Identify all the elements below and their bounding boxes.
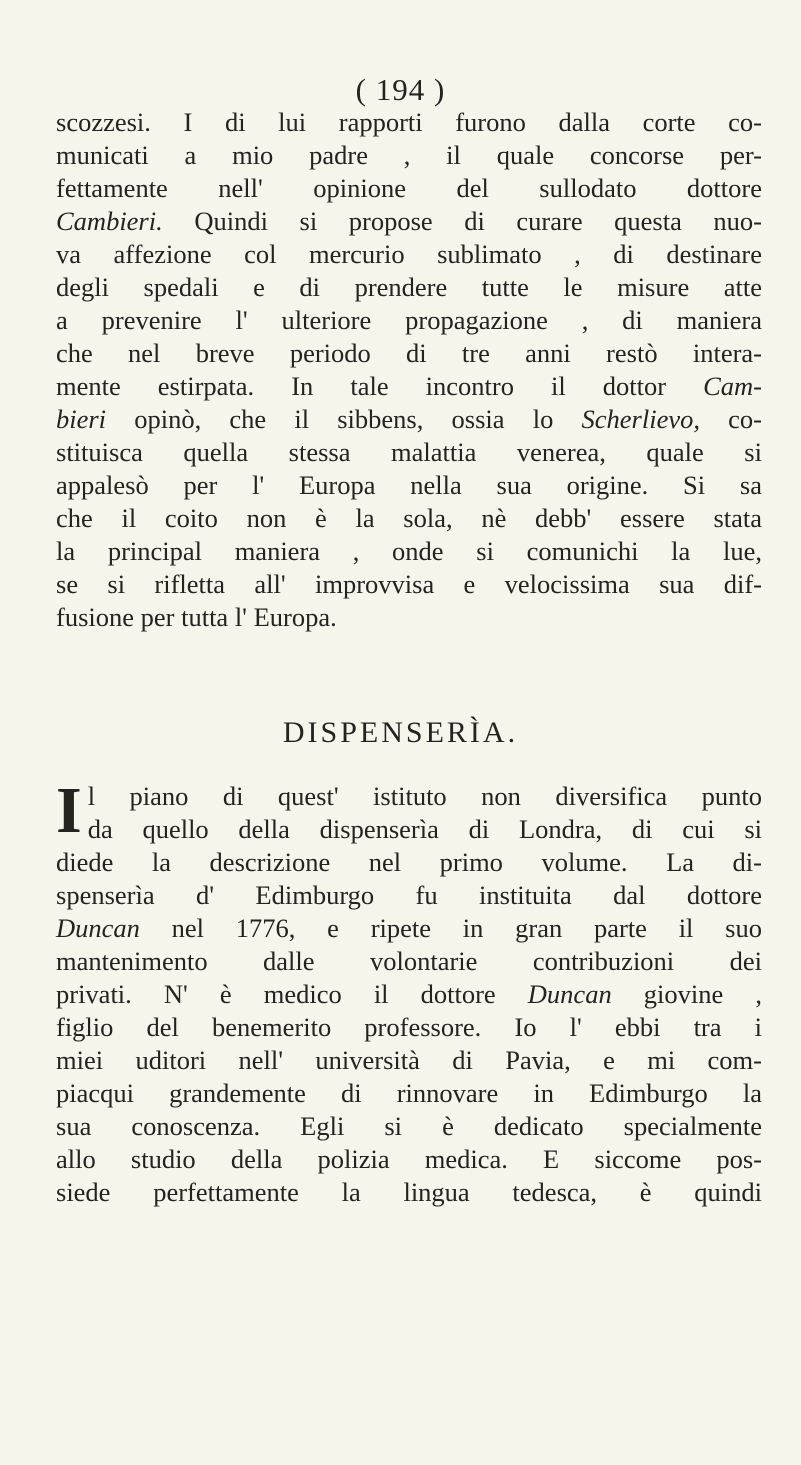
- text-line: privati. N' è medico il dottore Duncan giovine ,: [56, 979, 762, 1009]
- drop-cap: I: [56, 774, 82, 847]
- text-line: da quello della dispenserìa di Londra, di cui si: [87, 814, 762, 844]
- text-line: Cambieri. Quindi si propose di curare questa nuo-: [56, 206, 762, 236]
- text-line: degli spedali e di prendere tutte le misure atte: [56, 272, 762, 302]
- text-line: appalesò per l' Europa nella sua origine. Si sa: [56, 470, 762, 500]
- text-line: va affezione col mercurio sublimato , di destinare: [56, 239, 762, 269]
- page-number: ( 194 ): [355, 72, 446, 107]
- text-line: allo studio della polizia medica. E siccome pos-: [56, 1144, 762, 1174]
- paragraph-continuation: [56, 106, 762, 634]
- text-line: fettamente nell' opinione del sullodato dottore: [56, 173, 762, 203]
- text-line: sua conoscenza. Egli si è dedicato specialmente: [56, 1111, 762, 1141]
- text-line: bieri opinò, che il sibbens, ossia lo Scherlievo, co-: [56, 404, 762, 434]
- text-line: che nel breve periodo di tre anni restò intera-: [56, 338, 762, 368]
- text-line: se si rifletta all' improvvisa e velocissima sua dif-: [56, 569, 762, 599]
- text-line: mantenimento dalle volontarie contribuzioni dei: [56, 946, 762, 976]
- text-line: stituisca quella stessa malattia venerea, quale si: [56, 437, 762, 467]
- text-line: municati a mio padre , il quale concorse per-: [56, 140, 762, 170]
- text-line: fusione per tutta l' Europa.: [56, 602, 337, 632]
- text-line: mente estirpata. In tale incontro il dottor Cam-: [56, 371, 762, 401]
- text-line: che il coito non è la sola, nè debb' essere stata: [56, 503, 762, 533]
- text-line: la principal maniera , onde si comunichi la lue,: [56, 536, 762, 566]
- text-line: scozzesi. I di lui rapporti furono dalla corte co-: [56, 107, 762, 137]
- section-heading: DISPENSERÌA.: [282, 716, 519, 749]
- text-line: miei uditori nell' università di Pavia, e mi com-: [56, 1045, 762, 1075]
- text-line: Duncan nel 1776, e ripete in gran parte il suo: [56, 913, 762, 943]
- text-line: siede perfettamente la lingua tedesca, è quindi: [56, 1177, 762, 1207]
- text-line: spenserìa d' Edimburgo fu instituita dal dottore: [56, 880, 762, 910]
- paragraph-dispenseria: [56, 774, 762, 1209]
- text-line: figlio del benemerito professore. Io l' ebbi tra i: [56, 1012, 762, 1042]
- text-line: l piano di quest' istituto non diversifica punto: [87, 781, 762, 811]
- text-line: a prevenire l' ulteriore propagazione , di maniera: [56, 305, 762, 335]
- text-line: diede la descrizione nel primo volume. La di-: [56, 847, 762, 877]
- text-line: piacqui grandemente di rinnovare in Edimburgo la: [56, 1078, 762, 1108]
